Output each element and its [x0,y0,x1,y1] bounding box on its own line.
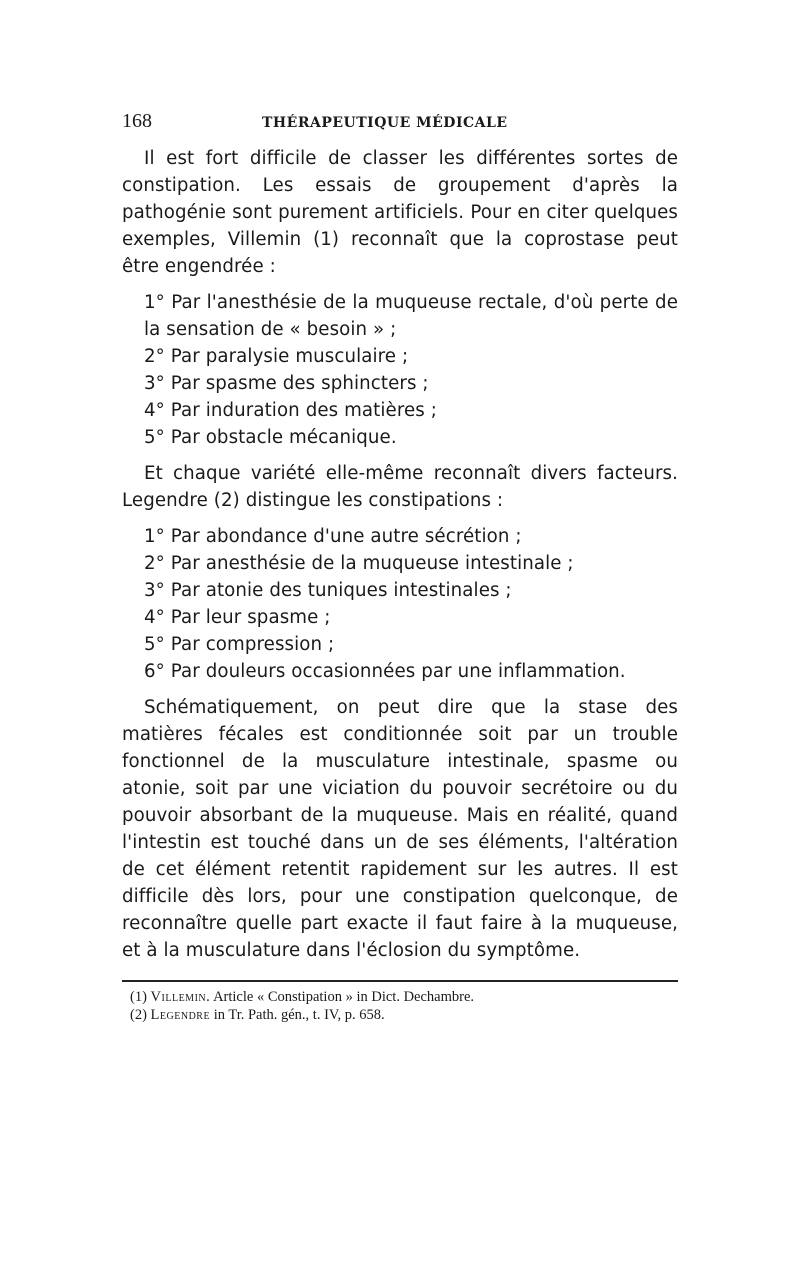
list-item: 2° Par paralysie musculaire ; [144,346,409,367]
list-item: 2° Par anesthésie de la muqueuse intestinale ; [144,553,574,574]
page-number: 168 [122,110,152,132]
footnote-text: in Tr. Path. gén., t. IV, p. 658. [213,1007,385,1023]
list-item: 1° Par l'anesthésie de la muqueuse rectale, d'où perte de la sensation de « besoin » ; [144,292,678,340]
paragraph: Il est fort difficile de classer les différentes sortes de constipation. Les essais de groupement d'après la pathogénie sont purement artificiels. Pour en citer quelques exemples, Villemin (1) reconnaît que la coprostase peut être engendrée : [122,148,678,277]
footnote [130,1006,678,1024]
list-item: 6° Par douleurs occasionnées par une inflammation. [144,661,626,682]
list-item: 4° Par leur spasme ; [144,607,331,628]
list-item: 3° Par spasme des sphincters ; [144,373,429,394]
paragraph: Schématiquement, on peut dire que la stase des matières fécales est conditionnée soit par un trouble fonctionnel de la musculature intestinale, spasme ou atonie, soit par une viciation du pouvoir secrétoire ou du pouvoir absorbant de la muqueuse. Mais en réalité, quand l'intestin est touché dans un de ses éléments, l'altération de cet élément retentit rapidement sur les autres. Il est difficile dès lors, pour une constipation quelconque, de reconnaître quelle part exacte il faut faire à la muqueuse, et à la musculature dans l'éclosion du symptôme. [122,697,678,961]
list-item: 4° Par induration des matières ; [144,400,437,421]
page-header [122,110,678,133]
list-item: 3° Par atonie des tuniques intestinales ; [144,580,512,601]
footnote-author: Villemin. [150,989,211,1005]
list-item: 5° Par obstacle mécanique. [144,427,397,448]
paragraph: Et chaque variété elle-même reconnaît divers facteurs. Legendre (2) distingue les constipations : [122,463,678,511]
footnote-text: Article « Constipation » in Dict. Dechambre. [213,989,475,1005]
footnote [130,988,678,1006]
list-item: 1° Par abondance d'une autre sécrétion ; [144,526,522,547]
footnote-author: Legendre [150,1007,211,1023]
footnotes [122,988,678,1024]
body-text [122,145,678,964]
footnote-marker: (1) [130,989,147,1005]
running-title: THÉRAPEUTIQUE MÉDICALE [262,115,508,131]
footnote-marker: (2) [130,1007,147,1023]
book-page [122,110,678,1024]
footnote-divider [122,980,678,982]
list-item: 5° Par compression ; [144,634,335,655]
